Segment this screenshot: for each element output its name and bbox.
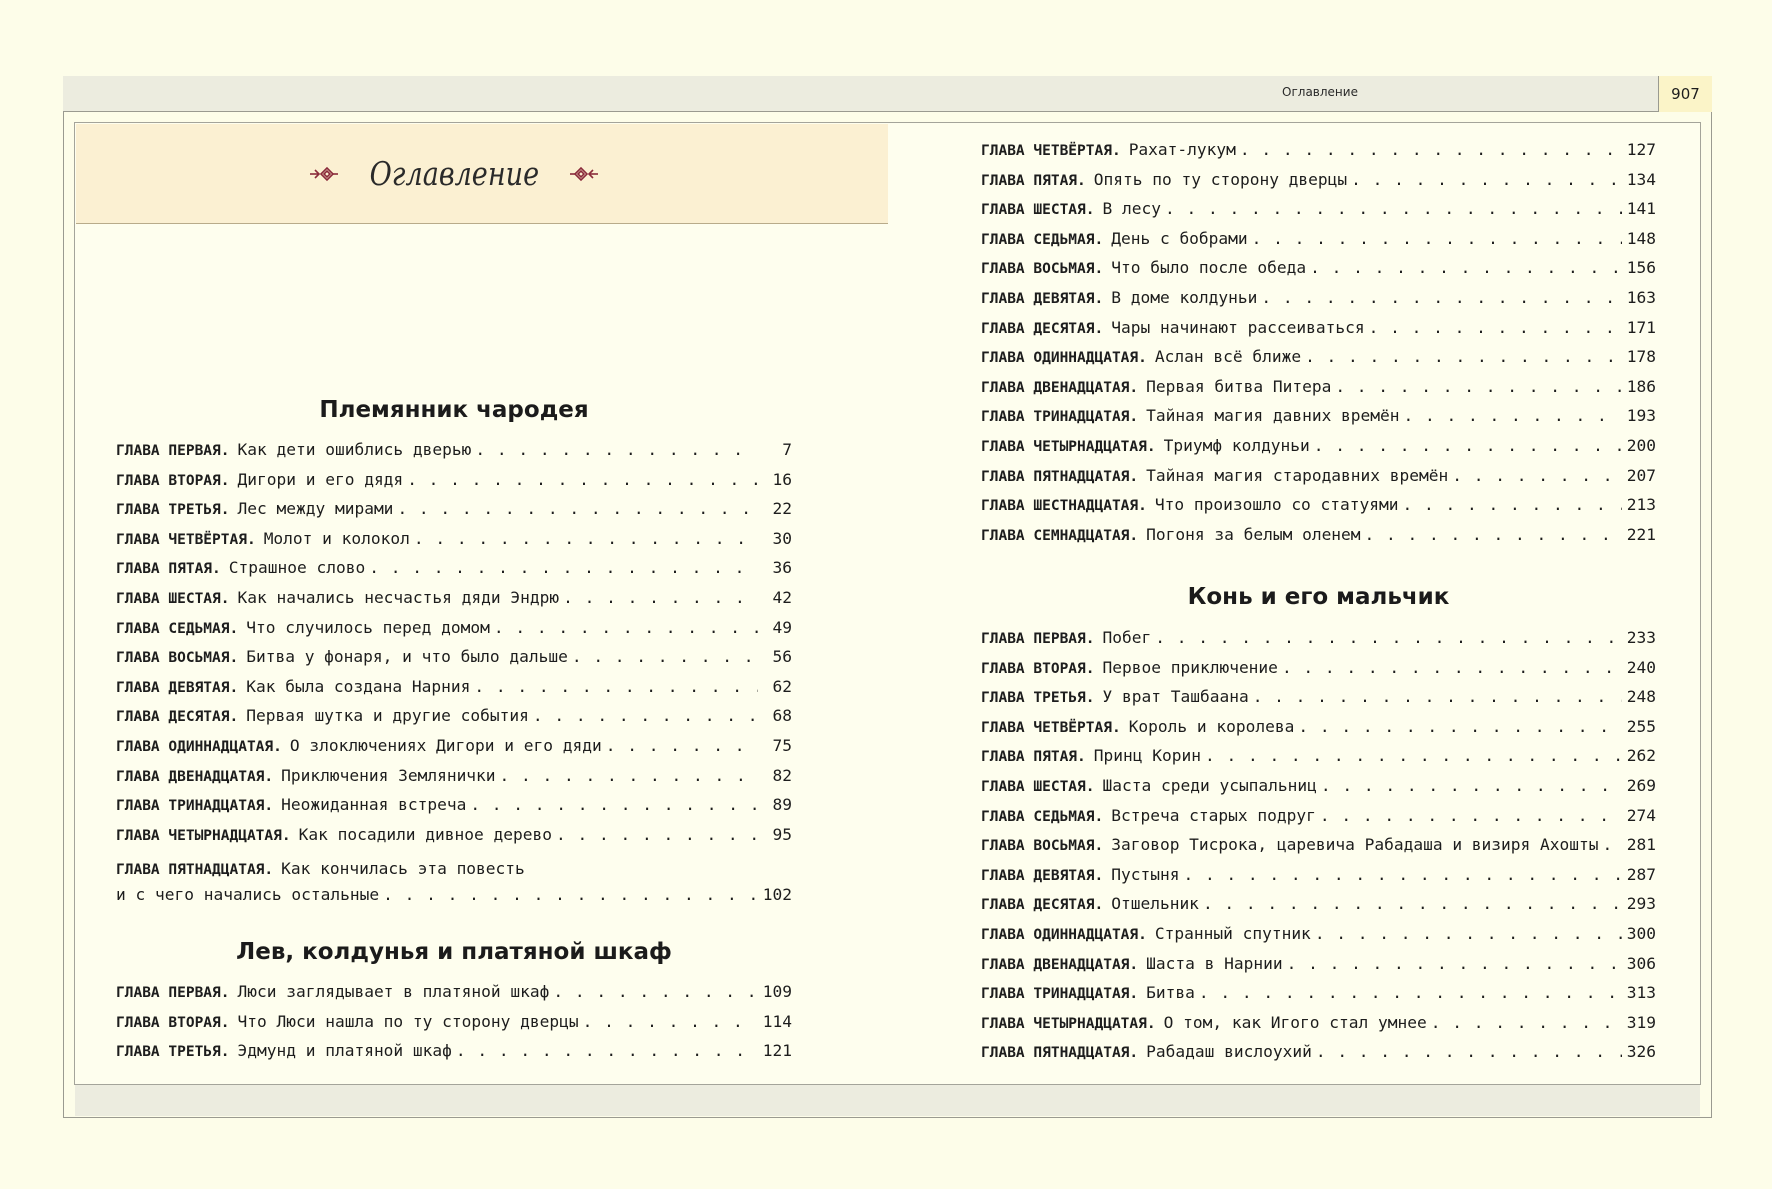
page-number: 907 xyxy=(1658,76,1712,112)
chapter-title: Пустыня xyxy=(1111,864,1180,884)
toc-entry[interactable] xyxy=(981,406,1656,436)
dot-leader xyxy=(1183,865,1622,884)
chapter-title: Первая битва Питера xyxy=(1146,376,1332,396)
page-ref: 141 xyxy=(1626,199,1656,219)
toc-entry[interactable] xyxy=(981,924,1656,954)
chapter-title: Приключения Землянички xyxy=(281,765,496,785)
toc-entry[interactable] xyxy=(981,495,1656,525)
chapter-title: Дигори и его дядя xyxy=(237,469,404,489)
chapter-label: ГЛАВА ДЕВЯТАЯ. xyxy=(981,290,1104,307)
chapter-title: Тайная магия стародавних времён xyxy=(1146,465,1449,485)
toc-entry[interactable] xyxy=(116,588,792,618)
chapter-title: Битва у фонаря, и что было дальше xyxy=(246,647,568,667)
chapter-title: В доме колдуньи xyxy=(1111,287,1258,307)
page-ref: 281 xyxy=(1626,835,1656,855)
page-ref: 233 xyxy=(1626,628,1656,647)
toc-entry[interactable] xyxy=(116,529,792,559)
chapter-label: ГЛАВА ТРИНАДЦАТАЯ. xyxy=(981,409,1139,426)
chapter-label: ГЛАВА ТРИНАДЦАТАЯ. xyxy=(981,986,1139,1003)
toc-entry[interactable] xyxy=(981,466,1656,496)
toc-list xyxy=(116,440,792,854)
page-ref: 42 xyxy=(772,587,792,607)
page-ref: 213 xyxy=(1626,495,1656,515)
page-ref: 319 xyxy=(1626,1012,1656,1032)
dot-leader xyxy=(1253,687,1622,706)
toc-entry[interactable] xyxy=(116,470,792,500)
toc-entry[interactable] xyxy=(981,954,1656,984)
chapter-label: ГЛАВА ШЕСТАЯ. xyxy=(116,590,230,607)
dot-leader xyxy=(1315,924,1622,943)
dot-leader xyxy=(556,825,758,844)
chapter-title: День с бобрами xyxy=(1111,228,1248,248)
page-ref: 156 xyxy=(1626,258,1656,278)
dot-leader xyxy=(470,795,758,814)
toc-entry[interactable] xyxy=(981,687,1656,717)
dot-leader xyxy=(563,588,758,607)
chapter-label: ГЛАВА ДВЕНАДЦАТАЯ. xyxy=(981,956,1139,973)
chapter-label: ГЛАВА ТРЕТЬЯ. xyxy=(981,690,1095,707)
page-ref: 300 xyxy=(1626,923,1656,943)
page-ref: 7 xyxy=(782,440,792,459)
chapter-label: ГЛАВА ДВЕНАДЦАТАЯ. xyxy=(981,379,1139,396)
chapter-label: ГЛАВА ЧЕТЫРНАДЦАТАЯ. xyxy=(981,1015,1156,1032)
page-ref: 313 xyxy=(1626,983,1656,1003)
page-ref: 262 xyxy=(1626,746,1656,766)
chapter-title: О злоключениях Дигори и его дяди xyxy=(289,735,602,755)
chapter-title: Тайная магия давних времён xyxy=(1146,406,1400,426)
dot-leader xyxy=(606,736,758,755)
chapter-label: ГЛАВА СЕДЬМАЯ. xyxy=(981,231,1104,248)
page-ref: 102 xyxy=(762,885,792,904)
toc-list xyxy=(981,140,1656,554)
page-ref: 293 xyxy=(1626,894,1656,914)
dot-leader xyxy=(1155,628,1622,647)
page-ref: 62 xyxy=(772,676,792,696)
chapter-label: ГЛАВА ДЕСЯТАЯ. xyxy=(116,709,239,726)
dot-leader xyxy=(1240,140,1622,159)
chapter-label: ГЛАВА ОДИННАДЦАТАЯ. xyxy=(981,926,1147,943)
page-ref: 95 xyxy=(772,824,792,844)
page-ref: 16 xyxy=(772,469,792,489)
chapter-title: Первая шутка и другие события xyxy=(246,706,529,726)
dot-leader xyxy=(1310,258,1622,277)
chapter-label: ГЛАВА СЕДЬМАЯ. xyxy=(116,620,239,637)
chapter-title: Что произошло со статуями xyxy=(1154,495,1399,515)
page-ref: 114 xyxy=(762,1011,792,1031)
page-ref: 75 xyxy=(772,735,792,755)
header-bar xyxy=(63,76,1712,112)
toc-entry[interactable] xyxy=(116,440,792,470)
chapter-title: Как дети ошиблись дверью xyxy=(237,440,472,459)
chapter-title: Лес между мирами xyxy=(237,499,394,519)
toc-entry[interactable] xyxy=(981,628,1656,658)
chapter-title: Люси заглядывает в платяной шкаф xyxy=(237,982,550,1001)
toc-entry[interactable] xyxy=(981,983,1656,1013)
dot-leader xyxy=(1205,746,1622,765)
toc-entry[interactable] xyxy=(981,658,1656,688)
page-ref: 148 xyxy=(1626,228,1656,248)
chapter-label: ГЛАВА ПЕРВАЯ. xyxy=(116,443,230,459)
page-ref: 127 xyxy=(1626,140,1656,159)
page-ref: 82 xyxy=(772,765,792,785)
page-ref: 22 xyxy=(772,499,792,519)
chapter-label: ГЛАВА ШЕСТАЯ. xyxy=(981,778,1095,795)
chapter-title-continued: и с чего начались остальные xyxy=(116,885,380,904)
chapter-title: Первое приключение xyxy=(1102,657,1278,677)
page-ref: 121 xyxy=(762,1041,792,1061)
chapter-label: ГЛАВА ДВЕНАДЦАТАЯ. xyxy=(116,768,274,785)
chapter-label: ГЛАВА ВОСЬМАЯ. xyxy=(116,650,239,667)
toc-entry[interactable] xyxy=(116,706,792,736)
toc-entry[interactable] xyxy=(981,1042,1656,1072)
page-ref: 171 xyxy=(1626,317,1656,337)
page-ref: 287 xyxy=(1626,864,1656,884)
running-header-title: Оглавление xyxy=(1282,85,1358,99)
page-ref: 274 xyxy=(1626,805,1656,825)
chapter-title: Шаста среди усыпальниц xyxy=(1102,775,1317,795)
chapter-label: ГЛАВА ПЯТНАДЦАТАЯ. xyxy=(981,468,1139,485)
page-ref: 134 xyxy=(1626,169,1656,189)
dot-leader xyxy=(1369,318,1622,337)
page-ref: 186 xyxy=(1626,376,1656,396)
chapter-label: ГЛАВА ПЯТАЯ. xyxy=(116,561,221,578)
book-title: Лев, колдунья и платяной шкаф xyxy=(236,939,672,965)
dot-leader xyxy=(500,766,758,785)
toc-entry[interactable] xyxy=(116,795,792,825)
chapter-label: ГЛАВА ВТОРАЯ. xyxy=(981,660,1095,677)
page-ref: 207 xyxy=(1626,465,1656,485)
toc-entry[interactable] xyxy=(981,806,1656,836)
chapter-title: Что Люси нашла по ту сторону дверцы xyxy=(237,1011,579,1031)
chapter-title: Молот и колокол xyxy=(263,528,410,548)
chapter-title: Как кончилась эта повесть xyxy=(281,859,525,878)
page-title: Оглавление xyxy=(369,154,539,193)
chapter-title: В лесу xyxy=(1102,199,1161,219)
dot-leader xyxy=(1404,406,1622,425)
chapter-title: Встреча старых подруг xyxy=(1111,805,1316,825)
toc-entry[interactable] xyxy=(981,229,1656,259)
chapter-title: Чары начинают рассеиваться xyxy=(1111,317,1365,337)
dot-leader xyxy=(1314,436,1622,455)
dot-leader xyxy=(383,885,758,904)
chapter-label: ГЛАВА ДЕВЯТАЯ. xyxy=(116,679,239,696)
dot-leader xyxy=(1199,983,1622,1002)
chapter-label: ГЛАВА ВТОРАЯ. xyxy=(116,472,230,489)
chapter-label: ГЛАВА ТРЕТЬЯ. xyxy=(116,1044,230,1061)
dot-leader xyxy=(475,440,758,459)
chapter-label: ГЛАВА ШЕСТНАДЦАТАЯ. xyxy=(981,498,1147,515)
dot-leader xyxy=(1335,377,1622,396)
page-ref: 200 xyxy=(1626,435,1656,455)
page-ref: 306 xyxy=(1626,953,1656,973)
page-ref: 89 xyxy=(772,795,792,815)
dot-leader xyxy=(1431,1013,1622,1032)
chapter-label: ГЛАВА ПЯТАЯ. xyxy=(981,172,1086,189)
toc-entry[interactable] xyxy=(981,525,1656,555)
chapter-title: Неожиданная встреча xyxy=(281,795,467,815)
chapter-label: ГЛАВА ШЕСТАЯ. xyxy=(981,202,1095,219)
toc-entry[interactable] xyxy=(981,199,1656,229)
toc-entry[interactable] xyxy=(116,558,792,588)
dot-leader xyxy=(407,470,758,489)
dot-leader xyxy=(1365,525,1622,544)
toc-entry[interactable] xyxy=(981,436,1656,466)
dot-leader xyxy=(1298,717,1622,736)
dot-leader xyxy=(1603,835,1622,854)
page-ref: 109 xyxy=(762,982,792,1001)
chapter-title: Битва xyxy=(1146,983,1195,1003)
chapter-label: ГЛАВА ОДИННАДЦАТАЯ. xyxy=(981,350,1147,367)
chapter-title: Рахат-лукум xyxy=(1128,140,1236,159)
page-ref: 49 xyxy=(772,617,792,637)
dot-leader xyxy=(533,706,758,725)
toc-entry[interactable] xyxy=(116,618,792,648)
chapter-title: Принц Корин xyxy=(1093,746,1201,766)
dot-leader xyxy=(494,618,758,637)
chapter-label: ГЛАВА ПЯТНАДЦАТАЯ. xyxy=(116,862,274,878)
chapter-title: Что случилось перед домом xyxy=(246,617,490,637)
page-ref: 240 xyxy=(1626,657,1656,677)
chapter-label: ГЛАВА ЧЕТВЁРТАЯ. xyxy=(116,531,256,548)
chapter-title: О том, как Игого стал умнее xyxy=(1163,1012,1427,1032)
dot-leader xyxy=(1203,894,1622,913)
dot-leader xyxy=(1452,466,1622,485)
chapter-label: ГЛАВА СЕДЬМАЯ. xyxy=(981,808,1104,825)
toc-entry[interactable] xyxy=(981,835,1656,865)
toc-entry[interactable] xyxy=(116,982,792,1012)
toc-entry[interactable] xyxy=(981,717,1656,747)
chapter-label: ГЛАВА ПЯТНАДЦАТАЯ. xyxy=(981,1045,1139,1062)
dot-leader xyxy=(369,558,758,577)
toc-entry[interactable] xyxy=(116,499,792,529)
toc-entry[interactable] xyxy=(116,766,792,796)
toc-entry[interactable] xyxy=(116,1041,792,1071)
chapter-title: Как посадили дивное дерево xyxy=(298,824,552,844)
toc-entry[interactable] xyxy=(116,1012,792,1042)
dot-leader xyxy=(1261,288,1622,307)
chapter-title: Триумф колдуньи xyxy=(1163,435,1310,455)
chapter-label: ГЛАВА ТРИНАДЦАТАЯ. xyxy=(116,798,274,815)
chapter-label: ГЛАВА ДЕСЯТАЯ. xyxy=(981,897,1104,914)
dot-leader xyxy=(1316,1042,1622,1061)
chapter-title: Страшное слово xyxy=(228,558,366,578)
chapter-title: Шаста в Нарнии xyxy=(1146,953,1283,973)
chapter-title: Погоня за белым оленем xyxy=(1146,524,1361,544)
page-ref: 221 xyxy=(1626,524,1656,544)
page-ref: 36 xyxy=(772,558,792,578)
chapter-title: Как была создана Нарния xyxy=(246,676,471,696)
dot-leader xyxy=(397,499,758,518)
chapter-label: ГЛАВА ПЕРВАЯ. xyxy=(116,985,230,1001)
toc-entry[interactable] xyxy=(981,140,1656,170)
ornament-left-icon xyxy=(309,165,339,183)
dot-leader xyxy=(1403,495,1622,514)
dot-leader xyxy=(1252,229,1622,248)
toc-entry[interactable] xyxy=(981,377,1656,407)
page-ref: 68 xyxy=(772,706,792,726)
chapter-title: Аслан всё ближе xyxy=(1154,347,1302,367)
page-ref: 269 xyxy=(1626,775,1656,795)
chapter-label: ГЛАВА ОДИННАДЦАТАЯ. xyxy=(116,738,282,755)
page-ref: 163 xyxy=(1626,287,1656,307)
chapter-title: Опять по ту сторону дверцы xyxy=(1093,169,1348,189)
chapter-title: Странный спутник xyxy=(1154,923,1311,943)
chapter-label: ГЛАВА ПЯТАЯ. xyxy=(981,749,1086,766)
dot-leader xyxy=(1287,954,1622,973)
toc-entry[interactable] xyxy=(981,776,1656,806)
dot-leader xyxy=(572,647,758,666)
dot-leader xyxy=(1320,806,1622,825)
chapter-title: Отшельник xyxy=(1111,894,1199,914)
page-ref: 248 xyxy=(1626,687,1656,707)
page-ref: 255 xyxy=(1626,716,1656,736)
chapter-label: ГЛАВА ВТОРАЯ. xyxy=(116,1014,230,1031)
toc-entry[interactable] xyxy=(981,288,1656,318)
chapter-label: ГЛАВА ВОСЬМАЯ. xyxy=(981,261,1104,278)
page-ref: 30 xyxy=(772,528,792,548)
toc-entry[interactable] xyxy=(981,347,1656,377)
dot-leader xyxy=(1305,347,1622,366)
dot-leader xyxy=(1351,170,1622,189)
toc-list xyxy=(116,982,792,1071)
chapter-label: ГЛАВА ЧЕТЫРНАДЦАТАЯ. xyxy=(981,438,1156,455)
toc-entry[interactable] xyxy=(981,894,1656,924)
toc-entry[interactable] xyxy=(981,1013,1656,1043)
chapter-label: ГЛАВА СЕМНАДЦАТАЯ. xyxy=(981,527,1139,544)
dot-leader xyxy=(553,982,758,1001)
page-title-group xyxy=(76,154,832,193)
toc-list xyxy=(981,628,1656,1072)
dot-leader xyxy=(1321,776,1622,795)
chapter-title: Эдмунд и платяной шкаф xyxy=(237,1041,452,1061)
chapter-title: У врат Ташбаана xyxy=(1102,687,1249,707)
chapter-label: ГЛАВА ЧЕТЫРНАДЦАТАЯ. xyxy=(116,827,291,844)
toc-entry[interactable] xyxy=(981,318,1656,348)
toc-entry[interactable] xyxy=(116,859,792,911)
toc-entry[interactable] xyxy=(981,746,1656,776)
chapter-label: ГЛАВА ЧЕТВЁРТАЯ. xyxy=(981,143,1121,159)
ornament-right-icon xyxy=(569,165,599,183)
toc-entry[interactable] xyxy=(116,677,792,707)
page-ref: 56 xyxy=(772,647,792,667)
toc-entry[interactable] xyxy=(116,825,792,855)
toc-entry[interactable] xyxy=(981,258,1656,288)
book-title: Конь и его мальчик xyxy=(1187,584,1450,610)
chapter-label: ГЛАВА ПЕРВАЯ. xyxy=(981,631,1095,647)
book-title: Племянник чародея xyxy=(319,397,589,423)
toc-entry[interactable] xyxy=(981,170,1656,200)
chapter-title: Как начались несчастья дяди Эндрю xyxy=(237,587,560,607)
page-ref: 193 xyxy=(1626,406,1656,426)
chapter-title: Что было после обеда xyxy=(1111,258,1307,278)
dot-leader xyxy=(1282,658,1622,677)
dot-leader xyxy=(1165,199,1622,218)
toc-entry[interactable] xyxy=(981,865,1656,895)
chapter-title: Заговор Тисрока, царевича Рабадаша и визиря Ахошты xyxy=(1111,835,1599,855)
dot-leader xyxy=(414,529,758,548)
page-ref: 326 xyxy=(1626,1042,1656,1062)
footer-bar xyxy=(75,1084,1700,1116)
chapter-label: ГЛАВА ЧЕТВЁРТАЯ. xyxy=(981,719,1121,736)
chapter-label: ГЛАВА ДЕСЯТАЯ. xyxy=(981,320,1104,337)
toc-entry[interactable] xyxy=(116,647,792,677)
chapter-title: Побег xyxy=(1102,628,1152,647)
chapter-label: ГЛАВА ТРЕТЬЯ. xyxy=(116,502,230,519)
chapter-title: Рабадаш вислоухий xyxy=(1146,1042,1312,1062)
chapter-title: Король и королева xyxy=(1128,716,1295,736)
dot-leader xyxy=(583,1012,758,1031)
toc-entry[interactable] xyxy=(116,736,792,766)
dot-leader xyxy=(474,677,758,696)
chapter-label: ГЛАВА ДЕВЯТАЯ. xyxy=(981,867,1104,884)
page-ref: 178 xyxy=(1626,347,1656,367)
chapter-label: ГЛАВА ВОСЬМАЯ. xyxy=(981,838,1104,855)
dot-leader xyxy=(456,1041,758,1060)
